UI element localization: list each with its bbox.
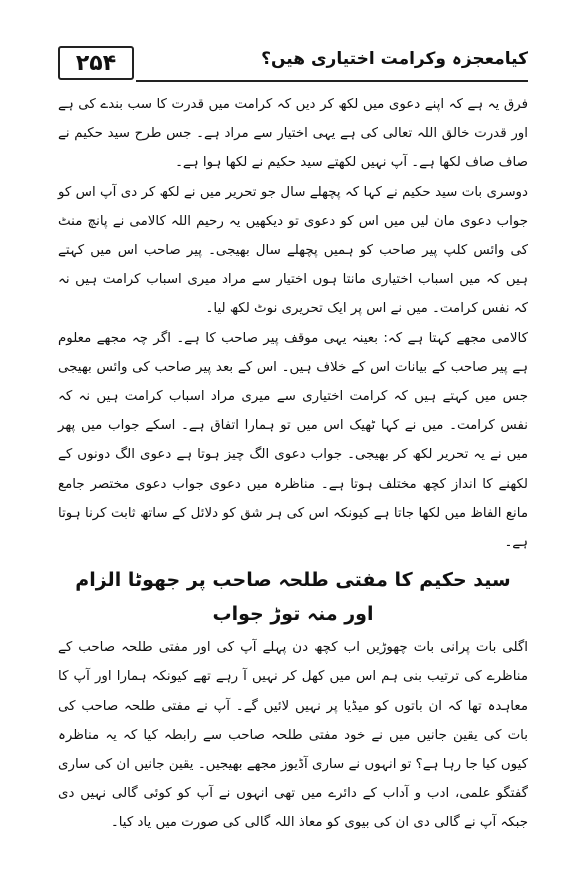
page-header xyxy=(58,44,528,86)
page-body xyxy=(58,90,528,838)
paragraph-3: کالامی مجھے کہتا ہے کہ: بعینہ یہی موقف پیر صاحب کا ہے۔ اگر چہ مجھے معلوم ہے پیر صاحب کے بیانات اس کے خلاف ہیں۔ اس کے بعد پیر صاحب کی وائس بھیجی جس میں کہتے ہیں کہ کرامت اختیاری سے میری مراد اسباب کرامت ہیں نہ کہ نفس کرامت۔ میں نے کہا ٹھیک اس میں تو ہمارا اتفاق ہے۔ اسکے جواب میں پھر میں نے یہ تحریر لکھ کر بھیجی۔ جواب دعوی الگ چیز ہوتا ہے دعوی الگ دونوں کے لکھنے کا انداز کچھ مختلف ہوتا ہے۔ مناظرہ میں دعوی جواب دعوی مختصر جامع مانع الفاظ میں لکھا جاتا ہے کیونکہ اس کی ہر شق کو دلائل کے ساتھ ثابت کرنا ہوتا ہے۔ xyxy=(58,330,528,551)
page-number: ۲۵۴ xyxy=(58,46,134,80)
paragraph-2: دوسری بات سید حکیم نے کہا کہ پچھلے سال جو تحریر میں نے لکھ کر دی آپ اس کو جواب دعوی مان لیں میں اس کو دعوی تو دیکھیں یہ رحیم اللہ کالامی نے پانچ منٹ کی وائس کلپ پیر صاحب کو ہمیں پچھلے سال بھیجی۔ پیر صاحب اس میں کہتے ہیں کہ میں اسباب اختیاری مانتا ہوں اختیار سے مراد میری اسباب کرامت ہیں نہ کہ نفس کرامت۔ میں نے اس پر ایک تحریری نوٹ لکھ لیا۔ xyxy=(58,184,528,317)
paragraph-4: اگلی بات پرانی بات چھوڑیں اب کچھ دن پہلے آپ کی اور مفتی طلحہ صاحب کے مناظرے کی ترتیب بنی ہم اس میں کھل کر نہیں آ رہے تھے کیونکہ ہمارا اور آپ کا معاہدہ تھا کہ ان باتوں کو میڈیا پر نہیں لائیں گے۔ آپ نے مفتی طلحہ صاحب کی بات کی یقین جانیں میں نے خود مفتی طلحہ صاحب سے رابطہ کیا کہ یہ مناظرہ کیوں کیا جا رہا ہے؟ تو انہوں نے ساری آڈیوز مجھے بھیجیں۔ یقین جانیں ان کی ساری گفتگو علمی، ادب و آداب کے دائرے میں تھی انہوں نے آپ کو کوئی گالی نہیں دی جبکہ آپ نے گالی دی ان کی بیوی کو معاذ اللہ گالی کی صورت میں یاد کیا۔ xyxy=(58,640,528,831)
running-title: کیامعجزہ وکرامت اختیاری ھیں؟ xyxy=(261,49,528,69)
section-heading: سید حکیم کا مفتی طلحہ صاحب پر جھوٹا الزام اور منہ توڑ جواب xyxy=(75,569,511,626)
header-divider xyxy=(136,80,528,82)
paragraph-1: فرق یہ ہے کہ اپنے دعوی میں لکھ کر دیں کہ کرامت میں قدرت کا سب بندے کی ہے اور قدرت خالق اللہ تعالی کی ہے یہی اختیار سے مراد ہے۔ جس طرح سید حکیم نے صاف صاف لکھا ہے۔ آپ نہیں لکھتے سید حکیم نے لکھا ہوا ہے۔ xyxy=(58,97,528,171)
